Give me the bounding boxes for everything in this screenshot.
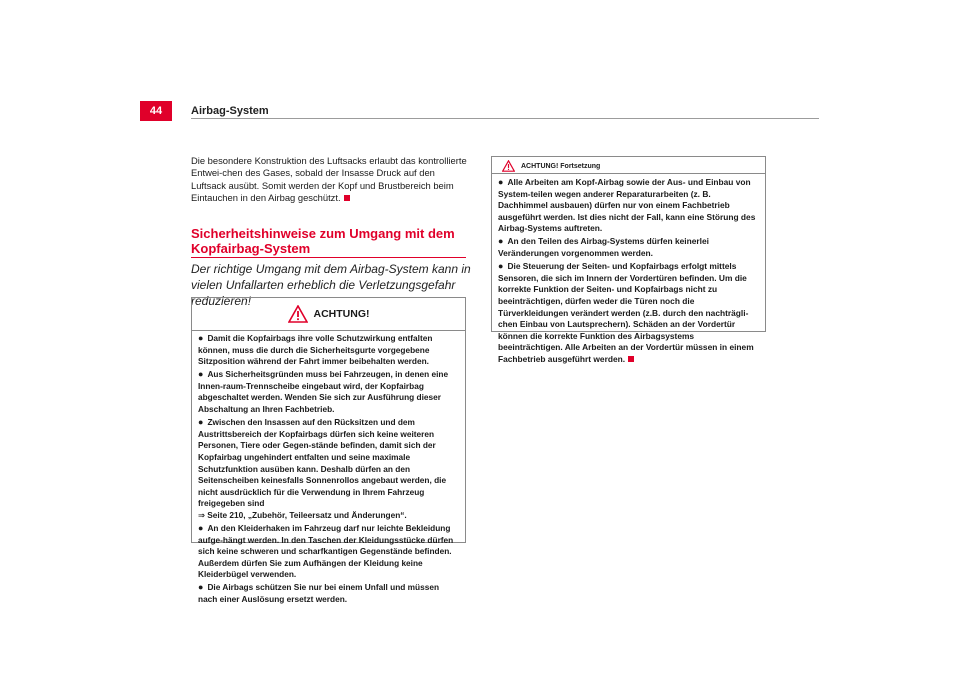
- warning-triangle-icon: [288, 305, 308, 323]
- list-item: ● Die Airbags schützen Sie nur bei einem Unfall und müssen nach einer Auslösung ersetzt werden.: [198, 582, 440, 605]
- end-mark-icon: [628, 356, 634, 362]
- end-mark-icon: [344, 195, 350, 201]
- warning-title: ACHTUNG!: [313, 308, 370, 320]
- warning-continued-header: [502, 159, 600, 173]
- intro-paragraph: [191, 155, 471, 204]
- warning-box: [191, 297, 466, 605]
- bullet-icon: ●: [498, 236, 504, 247]
- bullet-icon: ●: [198, 369, 204, 380]
- list-item: ● Die Steuerung der Seiten- und Kopfairbags erfolgt mittels Sensoren, die sich im Innern der Vordertüren befinden. Um die korrekte Funktion der Seiten- und Kopfairbags nicht zu beeinträchtigen, dürfen weder die Türen noch die Türverkleidungen verändert werden (z.B. durch den nachträgli-chen Einbau von Lautsprechern). Schäden an der Vordertür können die korrekte Funktion des Airbagsystems beeinträchtigen. Alle Arbeiten an der Vordertür müssen in einem Fachbetrieb ausgeführt werden.: [498, 261, 754, 364]
- list-item: ● Damit die Kopfairbags ihre volle Schutzwirkung entfalten können, muss die durch die Sicherheitsgurte vorgegebene Sitzposition während der Fahrt immer beibehalten werden.: [198, 333, 433, 367]
- warning-continued-box: [491, 156, 766, 364]
- section-lead: Der richtige Umgang mit dem Airbag-System kann in vielen Unfallarten erheblich die Verletzungsgefahr reduzieren!: [191, 262, 471, 308]
- section-title: Sicherheitshinweise zum Umgang mit dem Kopfairbag-System: [191, 226, 455, 256]
- bullet-icon: ●: [198, 417, 204, 428]
- list-item: ● Alle Arbeiten am Kopf-Airbag sowie der Aus- und Einbau von System-teilen wegen anderer Reparaturarbeiten (z. B. Dachhimmel ausbauen) dürfen nur von einem Fachbetrieb ausgeführt werden. Ist dies nicht der Fall, kann eine Störung des Airbag-Systems auftreten.: [498, 177, 756, 234]
- warning-triangle-icon: [502, 160, 515, 172]
- list-item: ● An den Teilen des Airbag-Systems dürfen keinerlei Veränderungen vorgenommen werden.: [498, 236, 709, 259]
- warning-header-divider: [492, 173, 765, 174]
- bullet-icon: ●: [498, 261, 504, 272]
- header-divider: [191, 118, 819, 119]
- cross-reference-link[interactable]: ⇒ Seite 210, „Zubehör, Teileersatz und Änderungen“.: [198, 509, 407, 520]
- warning-continued-title: ACHTUNG! Fortsetzung: [521, 162, 601, 170]
- bullet-icon: ●: [198, 523, 204, 533]
- chapter-title: Airbag-System: [191, 105, 269, 117]
- warning-header: [192, 302, 465, 326]
- intro-text: Die besondere Konstruktion des Luftsacks erlaubt das kontrollierte Entwei-chen des Gases, sobald der Insasse Druck auf den Luftsack ausübt. Somit werden der Kopf und Brustbereich beim Eintauchen in den Airbag geschützt.: [191, 155, 467, 203]
- section-divider: [191, 257, 466, 258]
- page-number: 44: [140, 101, 172, 121]
- bullet-icon: ●: [198, 582, 204, 593]
- warning-continued-body: [498, 177, 759, 367]
- bullet-icon: ●: [198, 333, 204, 343]
- warning-header-divider: [192, 330, 465, 331]
- list-item: ● Aus Sicherheitsgründen muss bei Fahrzeugen, in denen eine Innen-raum-Trennscheibe eingebaut wird, der Kopfairbag abgeschaltet werden. Wenden Sie sich zur Ausführung dieser Abschaltung an Ihren Fachbetrieb.: [198, 369, 449, 415]
- list-item: ● Zwischen den Insassen auf den Rücksitzen und dem Austrittsbereich der Kopfairbags dürfen sich keine weiteren Personen, Tiere oder Gegen-stände befinden, damit sich der Kopfairbag ungehindert entfalten und seine maximale Schutzfunktion ausüben kann. Deshalb dürfen an den Seitenscheiben keinesfalls Sonnenrollos angebaut werden, die nicht ausdrücklich für die Verwendung in Ihrem Fahrzeug freigegeben sind ⇒ Seite 210, „Zubehör, Teileersatz und Änderungen“.: [198, 417, 447, 520]
- bullet-icon: ●: [498, 177, 504, 187]
- list-item: ● An den Kleiderhaken im Fahrzeug darf nur leichte Bekleidung aufge-hängt werden. In den Taschen der Kleidungsstücke dürfen sich keine schweren und scharfkantigen Gegenstände befinden. Außerdem dürfen Sie zum Aufhängen der Kleidung keine Kleiderbügel verwenden.: [198, 523, 454, 580]
- warning-body: [198, 333, 459, 607]
